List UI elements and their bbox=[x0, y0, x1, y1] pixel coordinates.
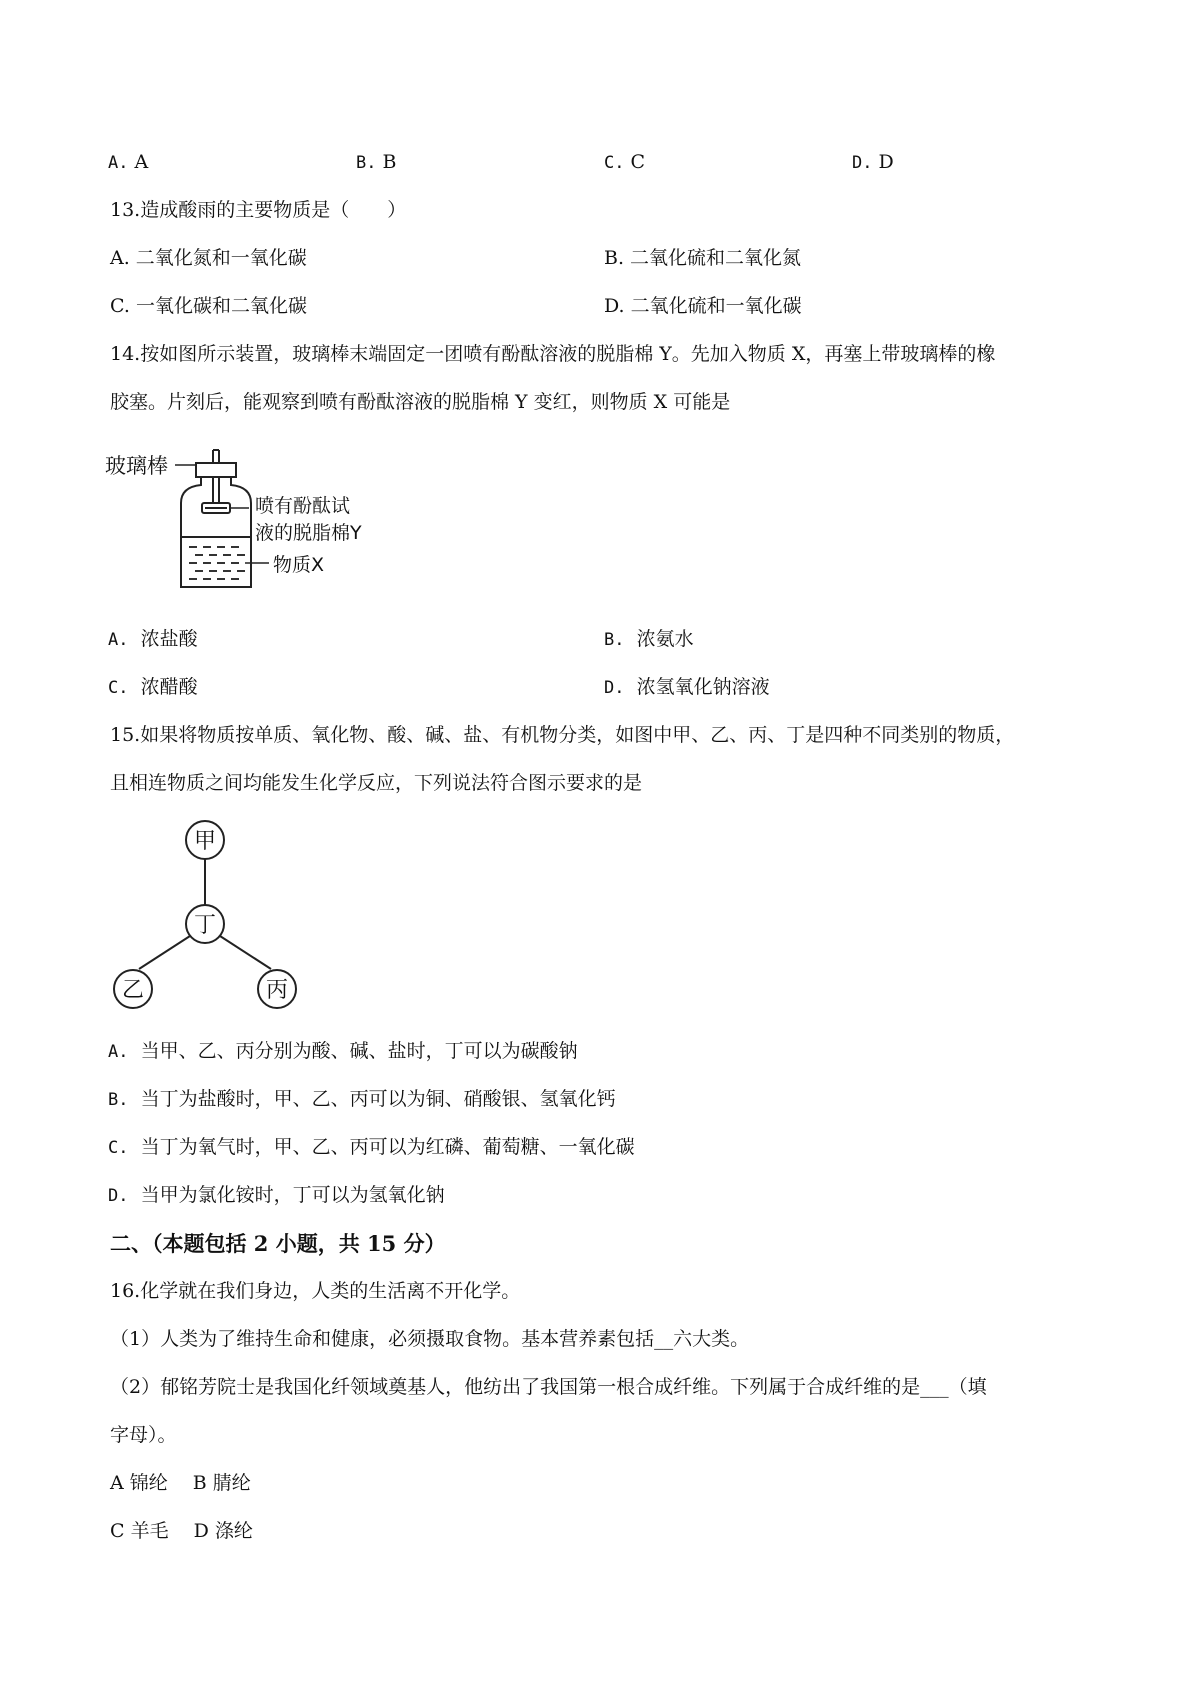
q15-option-a: A. 当甲、乙、丙分别为酸、碱、盐时，丁可以为碳酸钠 bbox=[108, 1040, 578, 1062]
q14-stem-line1: 14.按如图所示装置，玻璃棒末端固定一团喷有酚酞溶液的脱脂棉 Y。先加入物质 X，再塞上带玻璃棒的橡 bbox=[110, 343, 996, 365]
node-right-label: 丙 bbox=[265, 978, 289, 1003]
q16-choices-row2: C 羊毛 D 涤纶 bbox=[110, 1520, 253, 1542]
q16-part2-line1: （2）郁铭芳院士是我国化纤领域奠基人，他纺出了我国第一根合成纤维。下列属于合成纤维的是___（填 bbox=[110, 1376, 987, 1398]
node-center-label: 丁 bbox=[193, 913, 217, 938]
q12-option-c: C. C bbox=[604, 151, 646, 173]
q16-part2-line2: 字母）。 bbox=[110, 1424, 177, 1446]
section-heading: 二、（本题包括 2 小题，共 15 分） bbox=[110, 1231, 446, 1256]
liquid-hatching bbox=[189, 547, 245, 579]
q15-stem-line1: 15.如果将物质按单质、氧化物、酸、碱、盐、有机物分类，如图中甲、乙、丙、丁是四种不同类别的物质， bbox=[110, 724, 1015, 746]
edge-center-left bbox=[139, 936, 190, 969]
q15-stem-line2: 且相连物质之间均能发生化学反应，下列说法符合图示要求的是 bbox=[110, 772, 643, 794]
q16-choices-row1: A 锦纶 B 腈纶 bbox=[110, 1472, 251, 1494]
q15-option-c: C. 当丁为氧气时，甲、乙、丙可以为红磷、葡萄糖、一氧化碳 bbox=[108, 1136, 635, 1158]
q14-option-c: C. 浓醋酸 bbox=[108, 676, 198, 698]
q16-stem: 16.化学就在我们身边，人类的生活离不开化学。 bbox=[110, 1280, 521, 1302]
q13-stem: 13.造成酸雨的主要物质是（ ） bbox=[110, 199, 407, 221]
q15-relationship-diagram bbox=[100, 818, 300, 1018]
q14-stem-line2: 胶塞。片刻后，能观察到喷有酚酞溶液的脱脂棉 Y 变红，则物质 X 可能是 bbox=[110, 391, 731, 413]
q13-option-c: C. 一氧化碳和二氧化碳 bbox=[110, 295, 307, 317]
q13-option-b: B. 二氧化硫和二氧化氮 bbox=[604, 247, 802, 269]
q12-option-a: A. A bbox=[108, 151, 149, 173]
q12-option-d: D. D bbox=[852, 151, 894, 173]
node-top-label: 甲 bbox=[193, 829, 217, 854]
edge-center-right bbox=[220, 936, 271, 969]
q13-option-d: D. 二氧化硫和一氧化碳 bbox=[604, 295, 802, 317]
q14-option-a: A. 浓盐酸 bbox=[108, 628, 198, 650]
label-glass-rod: 玻璃棒 bbox=[105, 454, 168, 478]
q15-option-b: B. 当丁为盐酸时，甲、乙、丙可以为铜、硝酸银、氢氧化钙 bbox=[108, 1088, 616, 1110]
q14-option-b: B. 浓氨水 bbox=[604, 628, 694, 650]
q15-option-d: D. 当甲为氯化铵时，丁可以为氢氧化钠 bbox=[108, 1184, 445, 1206]
label-cotton-line2: 液的脱脂棉Y bbox=[255, 522, 362, 544]
label-cotton-line1: 喷有酚酞试 bbox=[255, 495, 351, 517]
q13-option-a: A. 二氧化氮和一氧化碳 bbox=[110, 247, 307, 269]
q16-part1: （1）人类为了维持生命和健康，必须摄取食物。基本营养素包括__六大类。 bbox=[110, 1328, 750, 1350]
rubber-stopper bbox=[196, 463, 236, 477]
q14-apparatus-figure bbox=[105, 445, 405, 595]
label-substance-x: 物质X bbox=[273, 554, 325, 576]
q14-option-d: D. 浓氢氧化钠溶液 bbox=[604, 676, 770, 698]
q12-option-b: B. B bbox=[356, 151, 397, 173]
node-left-label: 乙 bbox=[121, 978, 145, 1003]
